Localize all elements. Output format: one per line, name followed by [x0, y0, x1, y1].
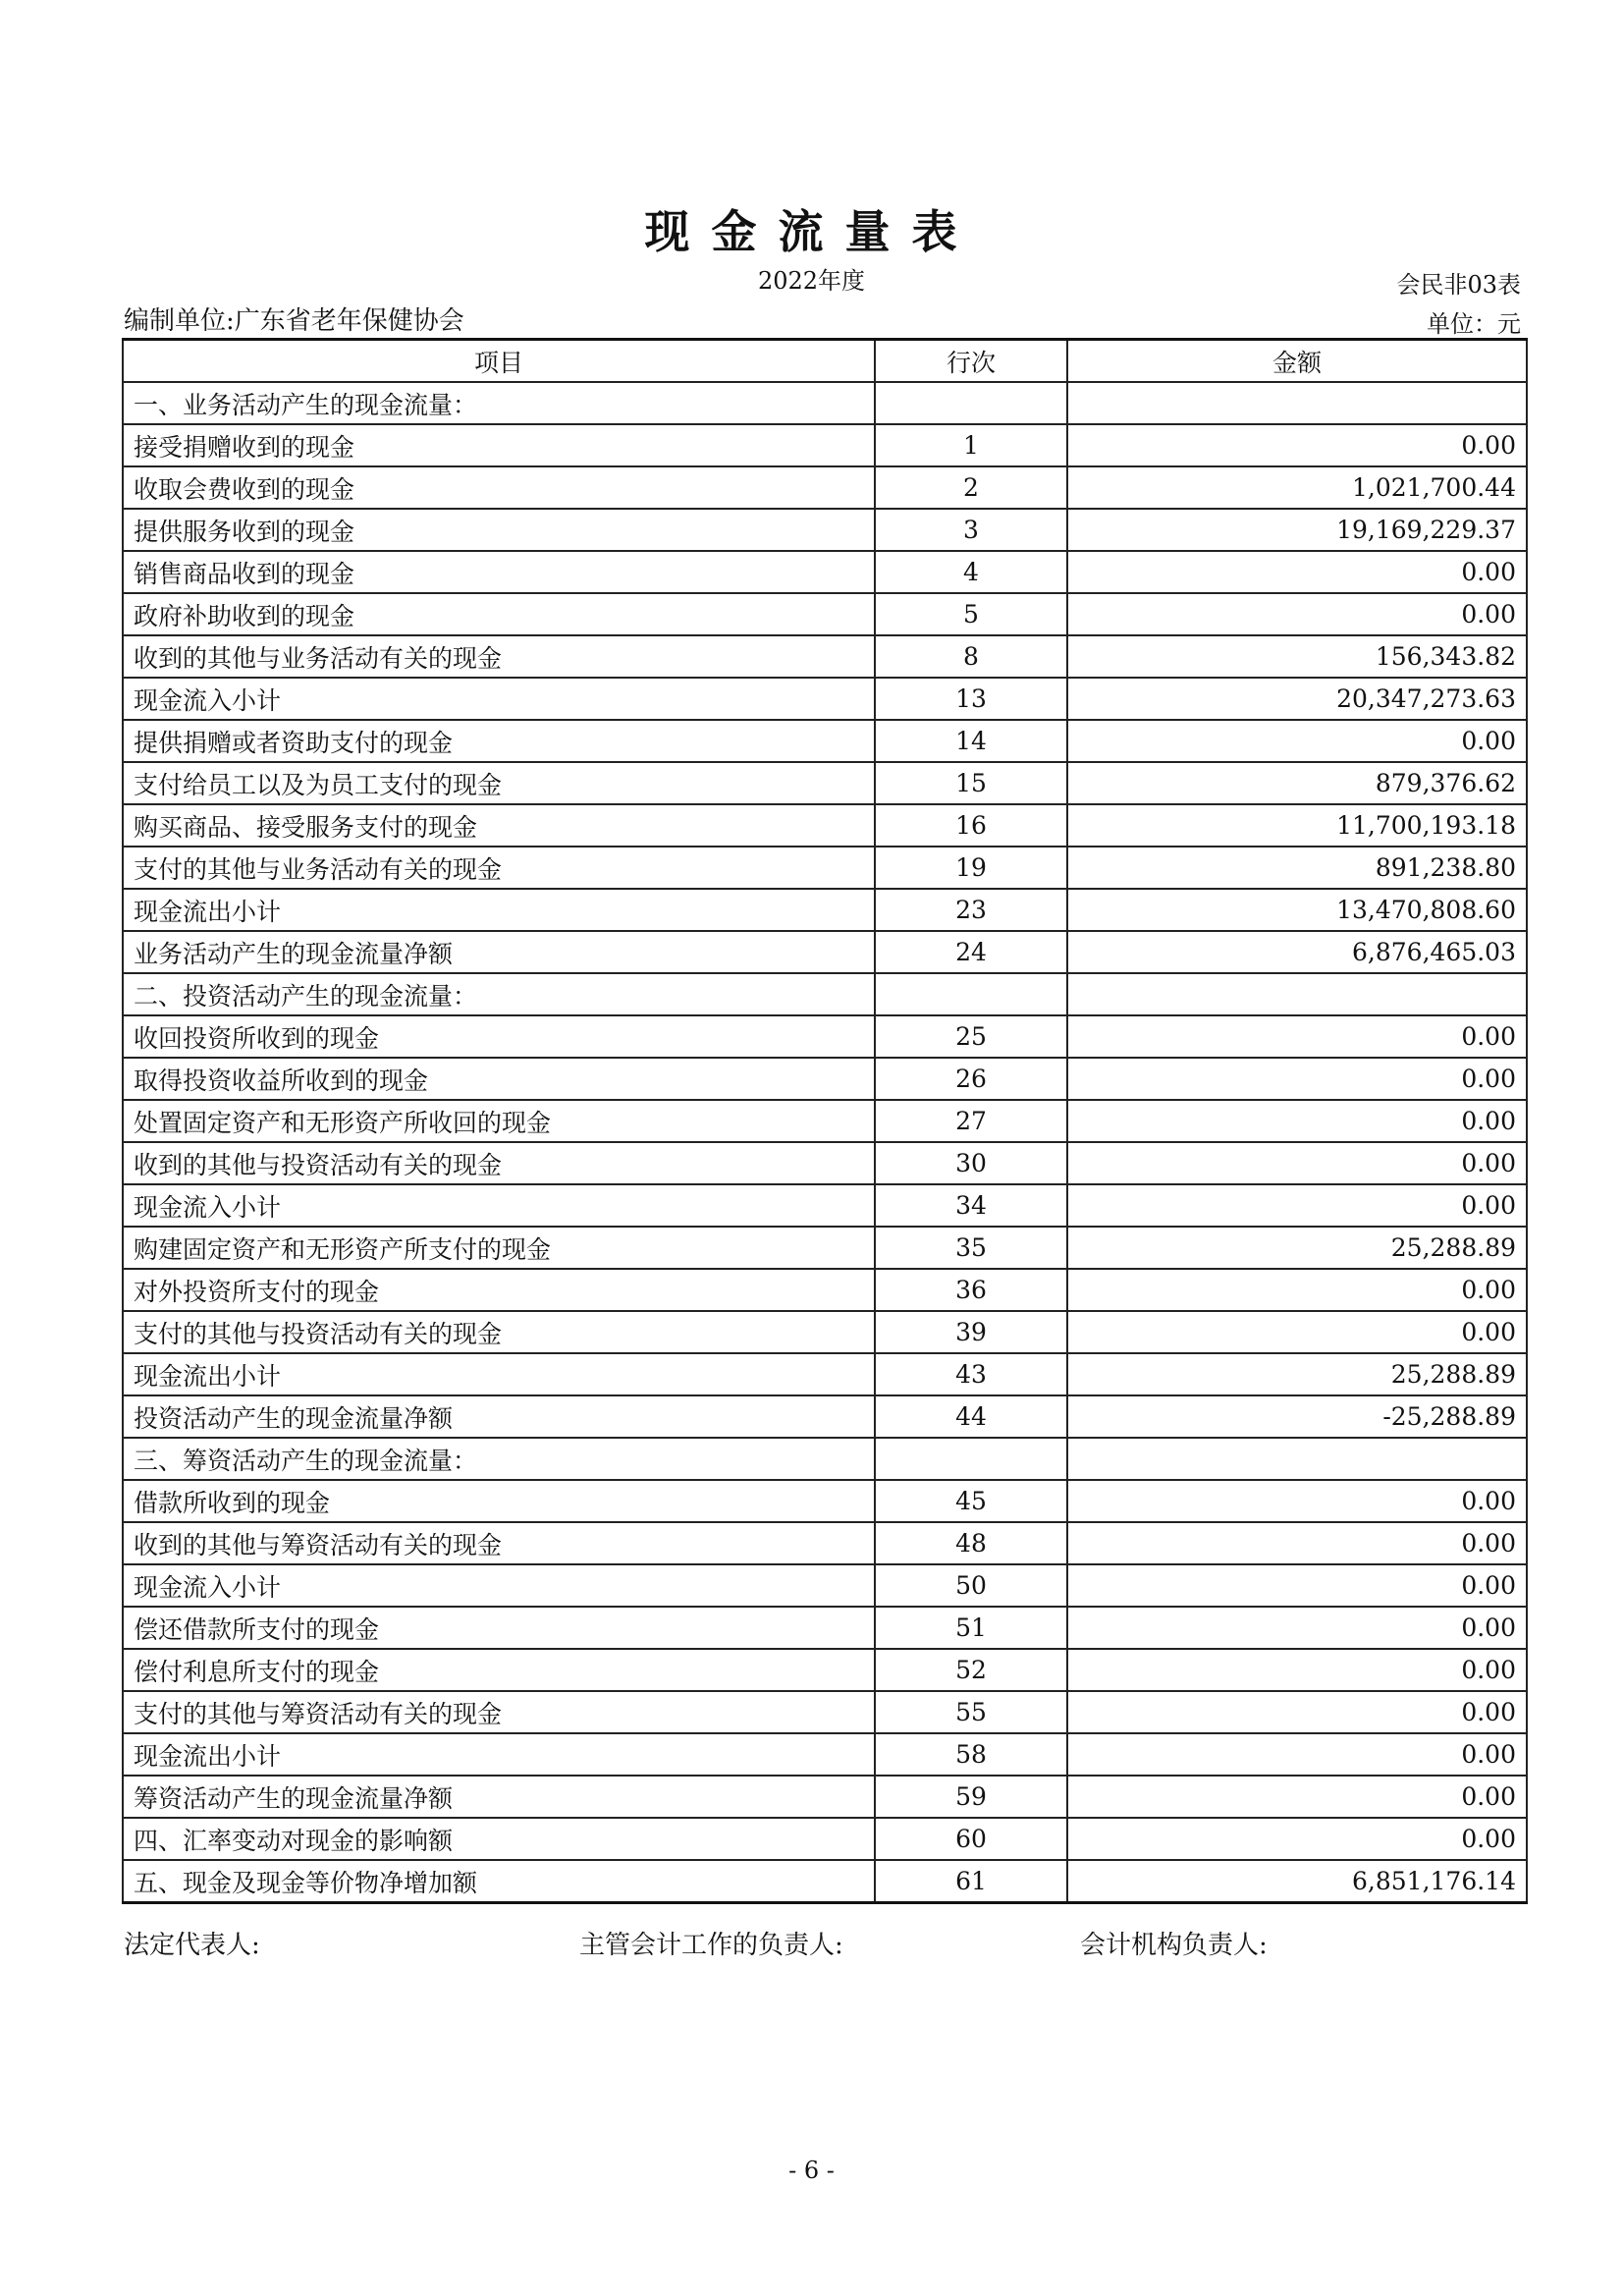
row-amount: 0.00: [1067, 1607, 1527, 1649]
row-item-name: 处置固定资产和无形资产所收回的现金: [123, 1100, 875, 1142]
row-item-name: 偿还借款所支付的现金: [123, 1607, 875, 1649]
row-amount: 6,851,176.14: [1067, 1860, 1527, 1903]
table-row: [123, 1649, 1527, 1691]
row-amount: 0.00: [1067, 720, 1527, 762]
row-amount: 0.00: [1067, 1564, 1527, 1607]
row-item-name: 提供捐赠或者资助支付的现金: [123, 720, 875, 762]
row-line-number: [875, 382, 1067, 424]
row-item-name: 一、业务活动产生的现金流量：: [123, 382, 875, 424]
row-line-number: 39: [875, 1311, 1067, 1353]
row-line-number: 50: [875, 1564, 1067, 1607]
row-amount: 0.00: [1067, 1015, 1527, 1058]
row-line-number: 25: [875, 1015, 1067, 1058]
row-line-number: 43: [875, 1353, 1067, 1395]
table-row: [123, 1311, 1527, 1353]
row-item-name: 收取会费收到的现金: [123, 466, 875, 509]
table-row: [123, 1860, 1527, 1903]
row-amount: 13,470,808.60: [1067, 889, 1527, 931]
row-line-number: 26: [875, 1058, 1067, 1100]
table-row: [123, 1776, 1527, 1818]
row-item-name: 支付给员工以及为员工支付的现金: [123, 762, 875, 804]
row-item-name: 现金流出小计: [123, 889, 875, 931]
row-line-number: 15: [875, 762, 1067, 804]
table-row: [123, 1058, 1527, 1100]
row-line-number: 24: [875, 931, 1067, 973]
table-row: [123, 762, 1527, 804]
row-line-number: 23: [875, 889, 1067, 931]
table-row: [123, 466, 1527, 509]
row-line-number: 61: [875, 1860, 1067, 1903]
row-item-name: 四、汇率变动对现金的影响额: [123, 1818, 875, 1860]
row-line-number: 1: [875, 424, 1067, 466]
row-amount: 0.00: [1067, 1269, 1527, 1311]
legal-representative-label: 法定代表人:: [124, 1931, 260, 1960]
row-line-number: 35: [875, 1227, 1067, 1269]
table-row: [123, 1184, 1527, 1227]
table-row: [123, 720, 1527, 762]
table-row: [123, 509, 1527, 551]
table-row: [123, 1691, 1527, 1733]
row-amount: 0.00: [1067, 593, 1527, 635]
accounting-head-label: 主管会计工作的负责人:: [579, 1931, 843, 1960]
row-line-number: 2: [875, 466, 1067, 509]
row-line-number: 16: [875, 804, 1067, 847]
row-line-number: 59: [875, 1776, 1067, 1818]
row-item-name: 投资活动产生的现金流量净额: [123, 1395, 875, 1438]
table-row: [123, 1395, 1527, 1438]
row-item-name: 收到的其他与业务活动有关的现金: [123, 635, 875, 678]
row-line-number: 4: [875, 551, 1067, 593]
row-amount: 0.00: [1067, 1776, 1527, 1818]
row-item-name: 收到的其他与筹资活动有关的现金: [123, 1522, 875, 1564]
currency-unit: 单位：元: [1427, 310, 1521, 338]
row-item-name: 现金流入小计: [123, 1184, 875, 1227]
row-amount: 156,343.82: [1067, 635, 1527, 678]
row-amount: [1067, 973, 1527, 1015]
row-item-name: 对外投资所支付的现金: [123, 1269, 875, 1311]
row-item-name: 三、筹资活动产生的现金流量：: [123, 1438, 875, 1480]
row-amount: 0.00: [1067, 1522, 1527, 1564]
row-line-number: 55: [875, 1691, 1067, 1733]
row-amount: 19,169,229.37: [1067, 509, 1527, 551]
table-row: [123, 1015, 1527, 1058]
column-header-line: 行次: [875, 340, 1067, 383]
row-line-number: [875, 973, 1067, 1015]
table-row: [123, 1269, 1527, 1311]
row-item-name: 筹资活动产生的现金流量净额: [123, 1776, 875, 1818]
table-row: [123, 1227, 1527, 1269]
page-number: - 6 -: [788, 2157, 835, 2184]
table-row: [123, 1142, 1527, 1184]
form-number: 会民非03表: [1396, 271, 1521, 299]
table-row: [123, 1564, 1527, 1607]
row-item-name: 业务活动产生的现金流量净额: [123, 931, 875, 973]
row-item-name: 现金流入小计: [123, 678, 875, 720]
row-amount: 0.00: [1067, 1142, 1527, 1184]
cash-flow-table: [122, 338, 1528, 1904]
report-year: 2022年度: [757, 267, 866, 295]
table-row: [123, 424, 1527, 466]
row-item-name: 销售商品收到的现金: [123, 551, 875, 593]
row-amount: 0.00: [1067, 1480, 1527, 1522]
row-item-name: 购建固定资产和无形资产所支付的现金: [123, 1227, 875, 1269]
row-amount: 0.00: [1067, 1691, 1527, 1733]
row-amount: 0.00: [1067, 424, 1527, 466]
row-line-number: 3: [875, 509, 1067, 551]
table-row: [123, 1818, 1527, 1860]
preparing-organization: 编制单位:广东省老年保健协会: [124, 306, 464, 336]
row-line-number: 30: [875, 1142, 1067, 1184]
row-line-number: 44: [875, 1395, 1067, 1438]
row-amount: 25,288.89: [1067, 1227, 1527, 1269]
table-header-row: [123, 340, 1527, 383]
row-item-name: 借款所收到的现金: [123, 1480, 875, 1522]
row-line-number: 5: [875, 593, 1067, 635]
table-body: [123, 382, 1527, 1903]
table-row: [123, 1480, 1527, 1522]
row-item-name: 偿付利息所支付的现金: [123, 1649, 875, 1691]
row-amount: 1,021,700.44: [1067, 466, 1527, 509]
table-row: [123, 1522, 1527, 1564]
row-line-number: 27: [875, 1100, 1067, 1142]
row-item-name: 支付的其他与业务活动有关的现金: [123, 847, 875, 889]
row-line-number: 60: [875, 1818, 1067, 1860]
row-line-number: 13: [875, 678, 1067, 720]
row-line-number: 34: [875, 1184, 1067, 1227]
table-row: [123, 1607, 1527, 1649]
row-item-name: 五、现金及现金等价物净增加额: [123, 1860, 875, 1903]
row-item-name: 现金流出小计: [123, 1353, 875, 1395]
table-row: [123, 635, 1527, 678]
row-item-name: 支付的其他与投资活动有关的现金: [123, 1311, 875, 1353]
row-line-number: [875, 1438, 1067, 1480]
row-amount: 20,347,273.63: [1067, 678, 1527, 720]
row-item-name: 购买商品、接受服务支付的现金: [123, 804, 875, 847]
row-amount: 0.00: [1067, 1100, 1527, 1142]
row-amount: 25,288.89: [1067, 1353, 1527, 1395]
row-amount: 0.00: [1067, 1184, 1527, 1227]
row-amount: 0.00: [1067, 1058, 1527, 1100]
row-item-name: 支付的其他与筹资活动有关的现金: [123, 1691, 875, 1733]
table-row: [123, 931, 1527, 973]
row-item-name: 现金流入小计: [123, 1564, 875, 1607]
table-row: [123, 551, 1527, 593]
row-line-number: 51: [875, 1607, 1067, 1649]
table-row: [123, 1353, 1527, 1395]
table-row: [123, 593, 1527, 635]
table-row: [123, 804, 1527, 847]
row-line-number: 19: [875, 847, 1067, 889]
row-amount: 0.00: [1067, 551, 1527, 593]
row-line-number: 52: [875, 1649, 1067, 1691]
row-amount: 891,238.80: [1067, 847, 1527, 889]
row-line-number: 36: [875, 1269, 1067, 1311]
row-item-name: 政府补助收到的现金: [123, 593, 875, 635]
row-item-name: 收到的其他与投资活动有关的现金: [123, 1142, 875, 1184]
column-header-amount: 金额: [1067, 340, 1527, 383]
row-line-number: 48: [875, 1522, 1067, 1564]
row-amount: [1067, 382, 1527, 424]
row-line-number: 8: [875, 635, 1067, 678]
table-row: [123, 1100, 1527, 1142]
row-amount: 0.00: [1067, 1311, 1527, 1353]
row-item-name: 取得投资收益所收到的现金: [123, 1058, 875, 1100]
table-row: [123, 678, 1527, 720]
page-title: 现金流量表: [644, 205, 979, 258]
table-row: [123, 889, 1527, 931]
row-item-name: 收回投资所收到的现金: [123, 1015, 875, 1058]
row-line-number: 45: [875, 1480, 1067, 1522]
row-line-number: 14: [875, 720, 1067, 762]
row-amount: 11,700,193.18: [1067, 804, 1527, 847]
row-amount: 879,376.62: [1067, 762, 1527, 804]
row-amount: -25,288.89: [1067, 1395, 1527, 1438]
accounting-dept-head-label: 会计机构负责人:: [1080, 1931, 1268, 1960]
row-item-name: 二、投资活动产生的现金流量：: [123, 973, 875, 1015]
table-row: [123, 1733, 1527, 1776]
row-amount: 0.00: [1067, 1649, 1527, 1691]
row-line-number: 58: [875, 1733, 1067, 1776]
table-row: [123, 847, 1527, 889]
row-amount: 6,876,465.03: [1067, 931, 1527, 973]
row-amount: 0.00: [1067, 1818, 1527, 1860]
table-row: [123, 382, 1527, 424]
table-row: [123, 973, 1527, 1015]
row-amount: 0.00: [1067, 1733, 1527, 1776]
row-item-name: 提供服务收到的现金: [123, 509, 875, 551]
row-item-name: 现金流出小计: [123, 1733, 875, 1776]
row-item-name: 接受捐赠收到的现金: [123, 424, 875, 466]
table-row: [123, 1438, 1527, 1480]
row-amount: [1067, 1438, 1527, 1480]
column-header-item: 项目: [123, 340, 875, 383]
